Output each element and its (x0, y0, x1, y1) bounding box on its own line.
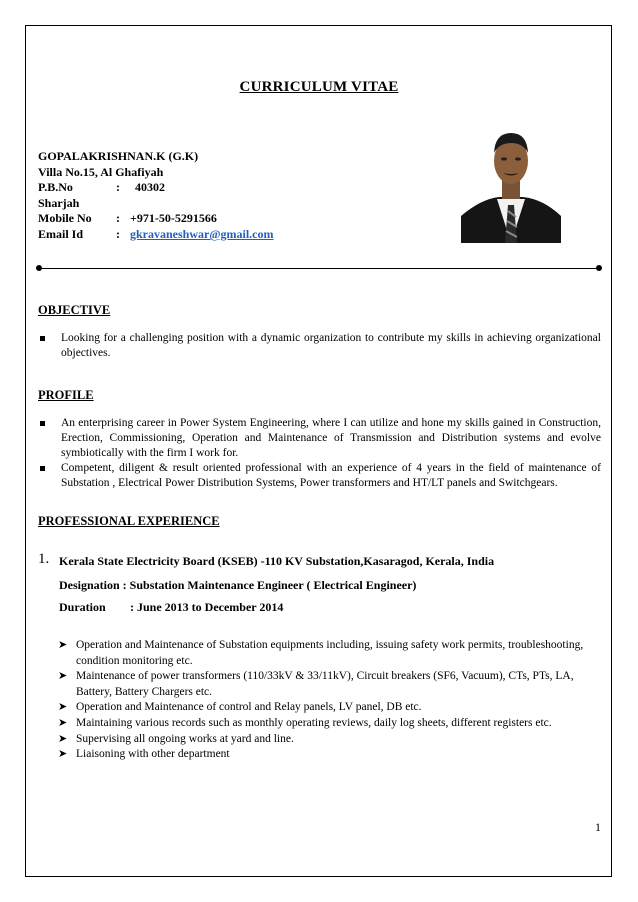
experience-heading: PROFESSIONAL EXPERIENCE (38, 514, 220, 528)
duration-value: : June 2013 to December 2014 (130, 600, 284, 614)
mobile-label: Mobile No (38, 211, 92, 226)
candidate-name: GOPALAKRISHNAN.K (G.K) (38, 149, 199, 163)
arrow-bullet-icon: ➤ (58, 748, 68, 761)
list-item: ➤ Maintenance of power transformers (110/33kV & 33/11kV), Circuit breakers (SF6, Vacuum), CTs, PTs, LA, Battery, Battery Chargers etc. (58, 670, 574, 698)
arrow-bullet-icon: ➤ (58, 732, 68, 745)
duration-row (59, 600, 283, 615)
arrow-bullet-icon: ➤ (58, 670, 68, 683)
objective-heading: OBJECTIVE (38, 303, 111, 317)
separator: : (116, 211, 120, 226)
pbno-label: P.B.No (38, 180, 73, 195)
pbno-row (38, 180, 273, 196)
list-item: ➤ Liaisoning with other department (58, 747, 606, 763)
duties-list (58, 638, 606, 763)
arrow-bullet-icon: ➤ (58, 639, 68, 651)
profile-list (38, 416, 601, 491)
mobile-row (38, 211, 273, 227)
header-divider (38, 268, 599, 269)
list-item: ➤ Operation and Maintenance of Substation equipments including, issuing safety work permits, troubleshooting, condition monitoring etc. (58, 639, 584, 667)
city: Sharjah (38, 195, 80, 210)
separator: : (116, 180, 120, 195)
job-number: 1. (38, 551, 50, 567)
employer: Kerala State Electricity Board (KSEB) -110 KV Substation,Kasaragod, Kerala, India (59, 554, 495, 568)
duration-label: Duration (59, 600, 106, 614)
list-item: ➤ Supervising all ongoing works at yard and line. (58, 732, 606, 748)
email-label: Email Id (38, 226, 84, 241)
list-item: ➤ Operation and Maintenance of control and Relay panels, LV panel, DB etc. (58, 700, 606, 716)
contact-block (38, 149, 273, 243)
address-line: Villa No.15, Al Ghafiyah (38, 164, 164, 179)
square-bullet-icon (40, 336, 45, 341)
profile-heading: PROFILE (38, 388, 94, 402)
email-row (38, 227, 273, 243)
mobile-value: +971-50-5291566 (130, 211, 217, 226)
separator: : (116, 226, 120, 241)
list-item: Competent, diligent & result oriented professional with an experience of 4 years in the field of maintenance of Substation , Electrical Power Distribution Systems, Power transformers and HT/LT panels and Switchgears. (38, 461, 601, 491)
square-bullet-icon (40, 466, 45, 471)
document-title: CURRICULUM VITAE (239, 79, 399, 95)
divider-dot-right (596, 265, 602, 271)
divider-dot-left (36, 265, 42, 271)
list-item: ➤ Maintaining various records such as monthly operating reviews, daily log sheets, different registers etc. (58, 716, 606, 732)
pbno-value: 40302 (135, 180, 165, 195)
email-link[interactable]: gkravaneshwar@gmail.com (130, 226, 274, 241)
list-item: An enterprising career in Power System Engineering, where I can utilize and hone my skills gained in Construction, Erection, Commissioning, Operation and Maintenance of Transmission and Distribution systems and evolve symbiotically with the firm I work for. (38, 416, 601, 461)
page-number: 1 (595, 820, 601, 834)
list-item: Looking for a challenging position with a dynamic organization to contribute my skills in achieving organizational objectives. (38, 331, 601, 361)
arrow-bullet-icon: ➤ (58, 716, 68, 729)
square-bullet-icon (40, 421, 45, 426)
profile-photo (461, 121, 561, 243)
designation: Designation : Substation Maintenance Engineer ( Electrical Engineer) (59, 578, 417, 592)
objective-list (38, 331, 601, 361)
arrow-bullet-icon: ➤ (58, 701, 68, 714)
